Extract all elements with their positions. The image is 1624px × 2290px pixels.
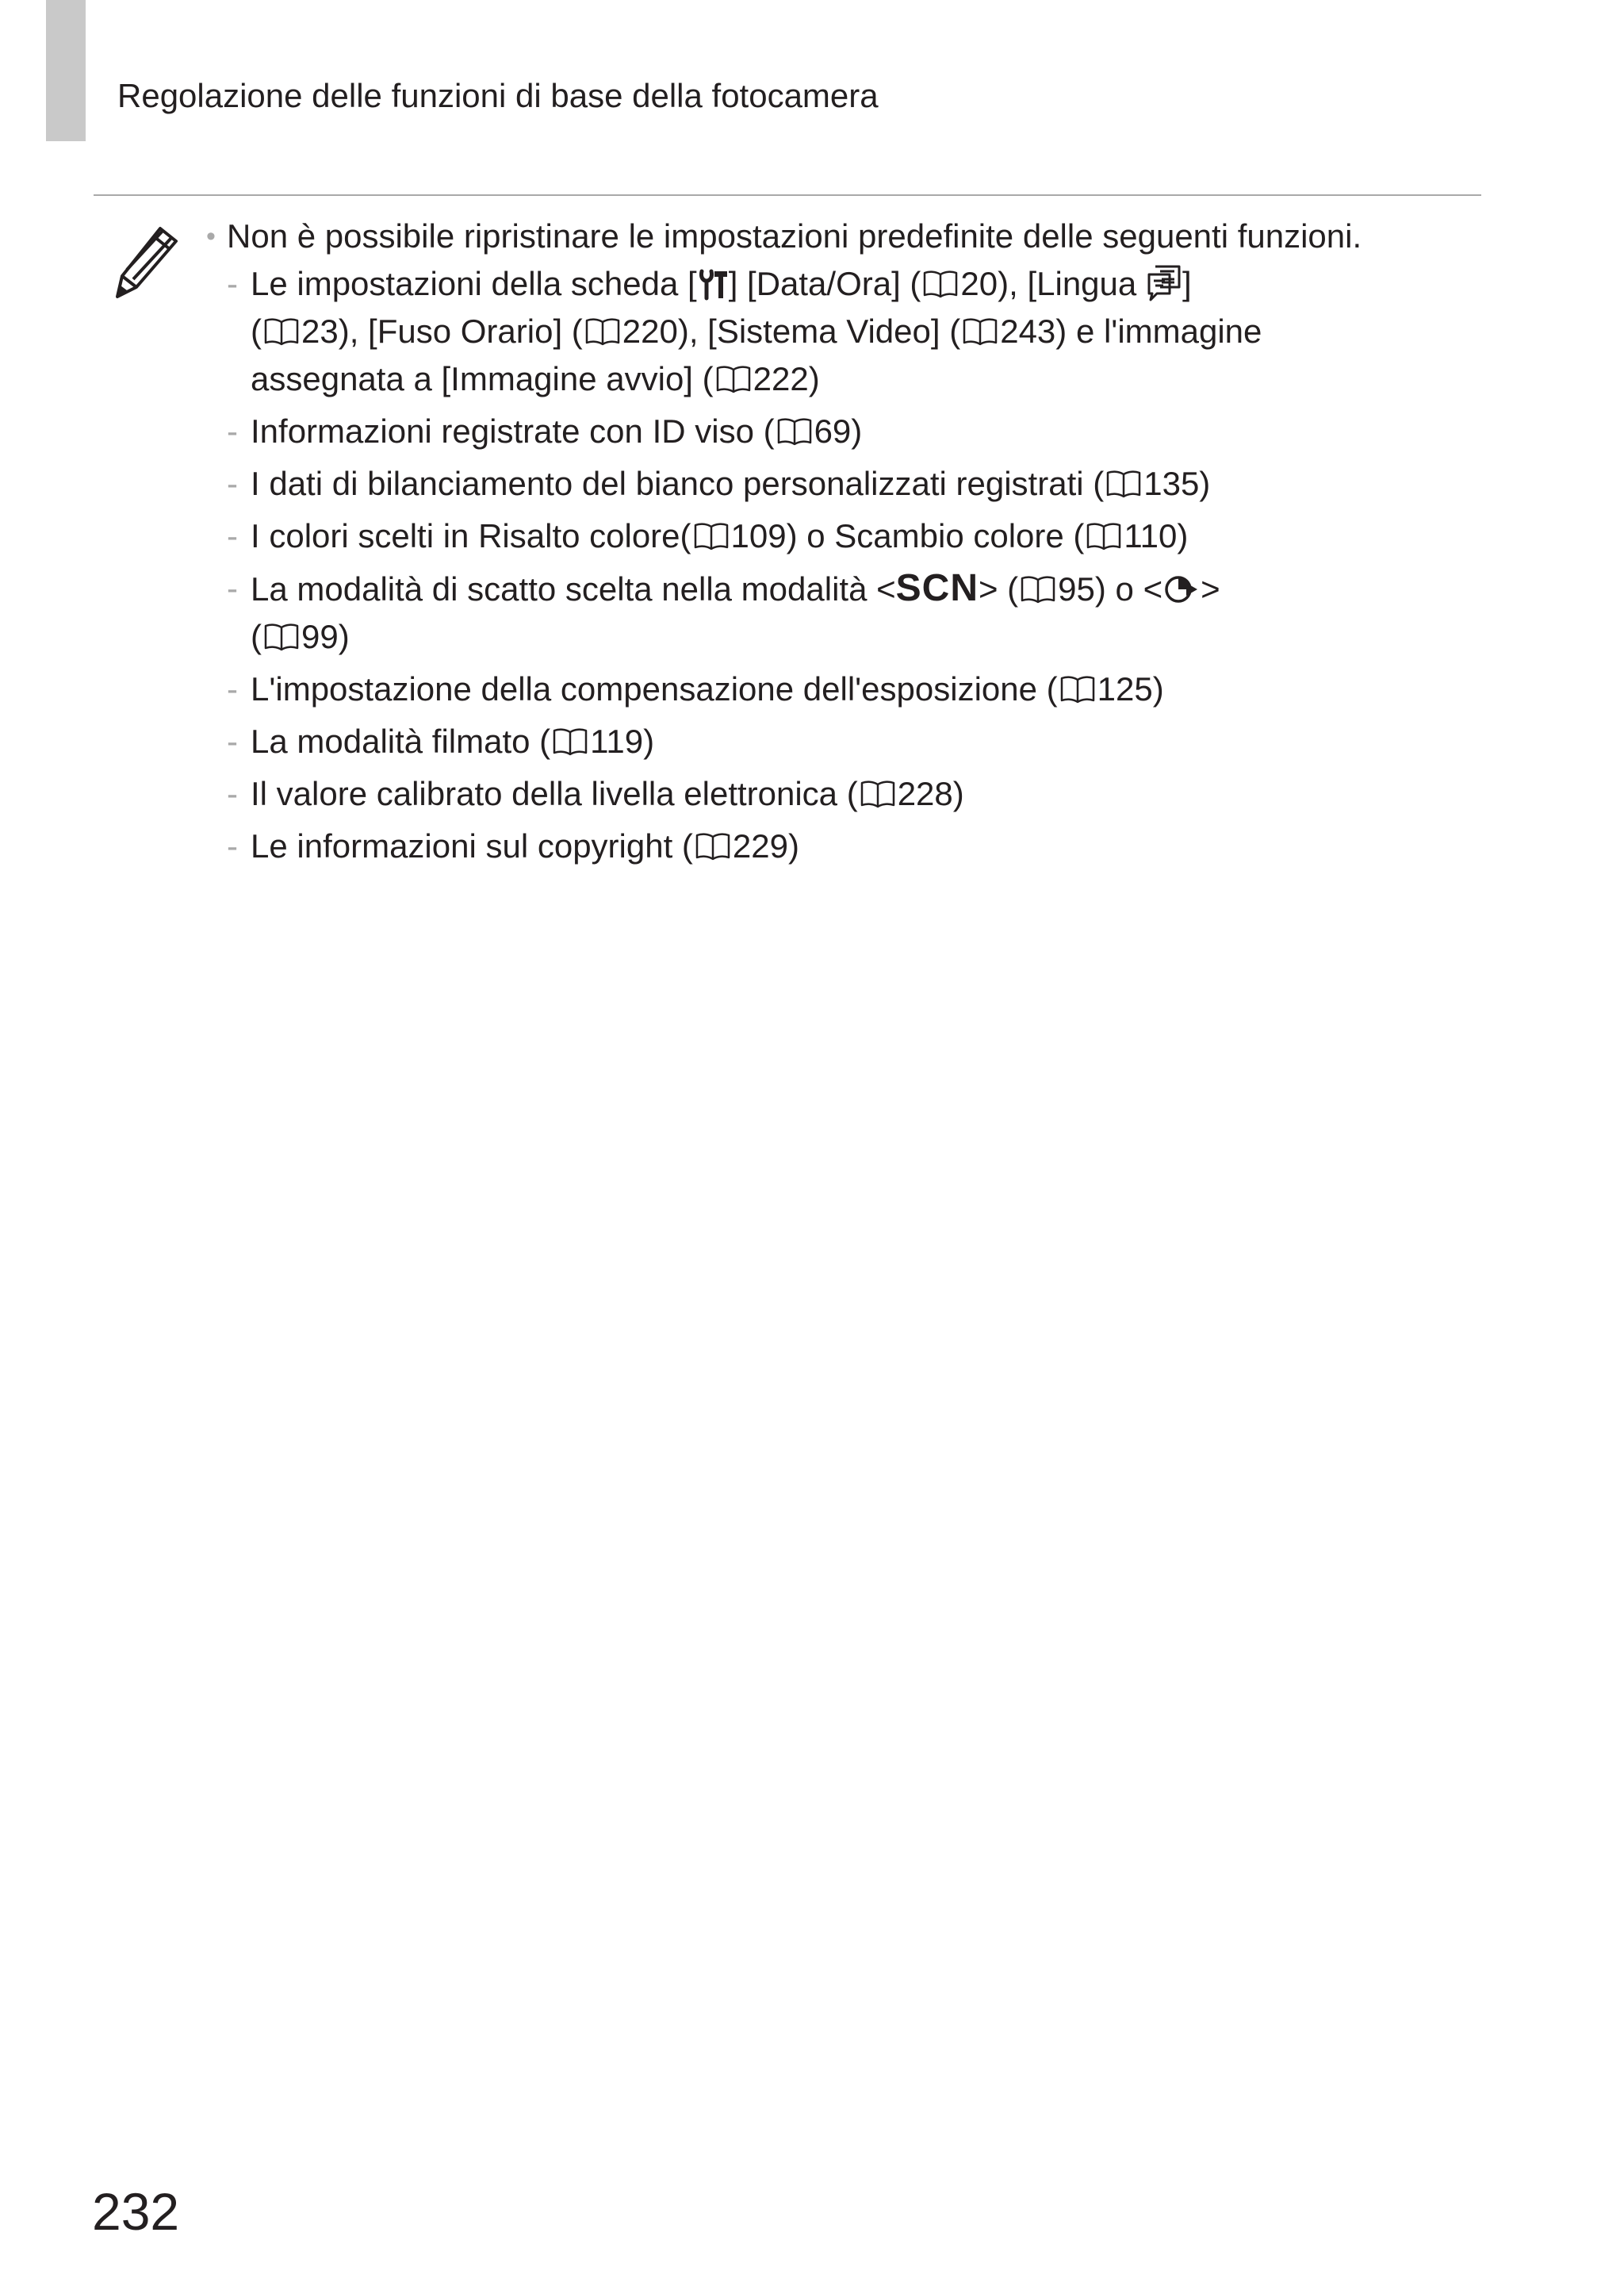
dash-marker: -: [227, 775, 238, 812]
text-part: Il valore calibrato della livella elettronica (: [251, 775, 858, 812]
book-reference-icon: [693, 520, 730, 552]
book-reference-icon: [695, 830, 731, 862]
text-part: 99): [301, 618, 350, 655]
book-reference-icon: [1086, 520, 1122, 552]
list-item-text: [251, 565, 1475, 661]
note-bullet: [206, 213, 1475, 260]
text-part: L'impostazione della compensazione dell'esposizione (: [251, 670, 1058, 708]
setup-tools-icon: [697, 268, 729, 301]
text-part: 69): [814, 412, 863, 450]
list-item-text: [251, 260, 1475, 403]
section-title: Regolazione delle funzioni di base della fotocamera: [117, 77, 879, 114]
side-tab-marker: [46, 0, 86, 141]
list-item-text: [251, 666, 1475, 713]
list-item: [227, 408, 1475, 455]
text-part: Le impostazioni della scheda [: [251, 265, 697, 302]
text-part: 20), [Lingua: [960, 265, 1146, 302]
book-reference-icon: [1105, 468, 1142, 500]
list-item-text: [251, 408, 1475, 455]
text-part: I colori scelti in Risalto colore(: [251, 517, 691, 554]
list-item-text: [251, 460, 1475, 508]
text-part: 109) o Scambio colore (: [730, 517, 1085, 554]
text-part: 220), [Sistema Video] (: [622, 313, 961, 350]
book-reference-icon: [922, 268, 959, 300]
text-part: Le informazioni sul copyright (: [251, 827, 693, 865]
book-reference-icon: [1020, 573, 1056, 605]
text-part: 23), [Fuso Orario] (: [301, 313, 583, 350]
book-reference-icon: [552, 726, 588, 758]
list-item-text: [251, 512, 1475, 560]
book-reference-icon: [584, 316, 621, 347]
text-part: ] (: [251, 265, 1192, 350]
dash-marker: -: [227, 670, 238, 708]
list-item: [227, 260, 1475, 403]
text-part: 95) o <: [1058, 570, 1163, 608]
text-part: 119): [590, 723, 655, 760]
text-part: I dati di bilanciamento del bianco personalizzati registrati (: [251, 465, 1105, 502]
text-part: > (: [978, 570, 1019, 608]
text-part: ] [Data/Ora] (: [728, 265, 921, 302]
text-part: Informazioni registrate con ID viso (: [251, 412, 775, 450]
text-part: 125): [1097, 670, 1164, 708]
list-item: [227, 565, 1475, 661]
text-part: 110): [1124, 517, 1189, 554]
pencil-icon: [111, 222, 182, 301]
text-part: 135): [1143, 465, 1211, 502]
dash-marker: -: [227, 265, 238, 302]
book-reference-icon: [776, 416, 813, 447]
text-part: 228): [897, 775, 964, 812]
list-item-text: [251, 823, 1475, 870]
text-part: La modalità di scatto scelta nella modalità <: [251, 570, 896, 608]
list-item-text: [251, 770, 1475, 818]
list-item: [227, 770, 1475, 818]
creative-filters-icon: [1162, 572, 1201, 607]
text-part: La modalità filmato (: [251, 723, 551, 760]
bullet-dot: •: [206, 221, 216, 251]
book-reference-icon: [715, 363, 752, 395]
language-icon: [1146, 263, 1182, 301]
page-number: 232: [92, 2182, 180, 2241]
list-item: [227, 666, 1475, 713]
dash-marker: -: [227, 827, 238, 865]
text-part: 222): [753, 360, 820, 397]
note-bullet-text: Non è possibile ripristinare le impostazioni predefinite delle seguenti funzioni.: [227, 217, 1362, 255]
dash-marker: -: [227, 723, 238, 760]
text-part: 243) e l'immagine assegnata a [Immagine avvio] (: [251, 313, 1262, 397]
list-item: [227, 823, 1475, 870]
dash-marker: -: [227, 412, 238, 450]
text-part: > (: [251, 570, 1220, 655]
list-item-text: [251, 718, 1475, 765]
dash-marker: -: [227, 517, 238, 554]
dash-marker: -: [227, 465, 238, 502]
text-part: 229): [732, 827, 799, 865]
dash-marker: -: [227, 570, 238, 607]
list-item: [227, 718, 1475, 765]
list-item: [227, 512, 1475, 560]
book-reference-icon: [1059, 673, 1096, 705]
list-item: [227, 460, 1475, 508]
book-reference-icon: [860, 778, 896, 810]
note-block: [206, 213, 1475, 875]
book-reference-icon: [263, 316, 300, 347]
scn-mode-label: SCN: [895, 567, 979, 609]
book-reference-icon: [962, 316, 998, 347]
excluded-functions-list: [227, 260, 1475, 870]
header-divider: [94, 194, 1481, 196]
book-reference-icon: [263, 621, 300, 653]
